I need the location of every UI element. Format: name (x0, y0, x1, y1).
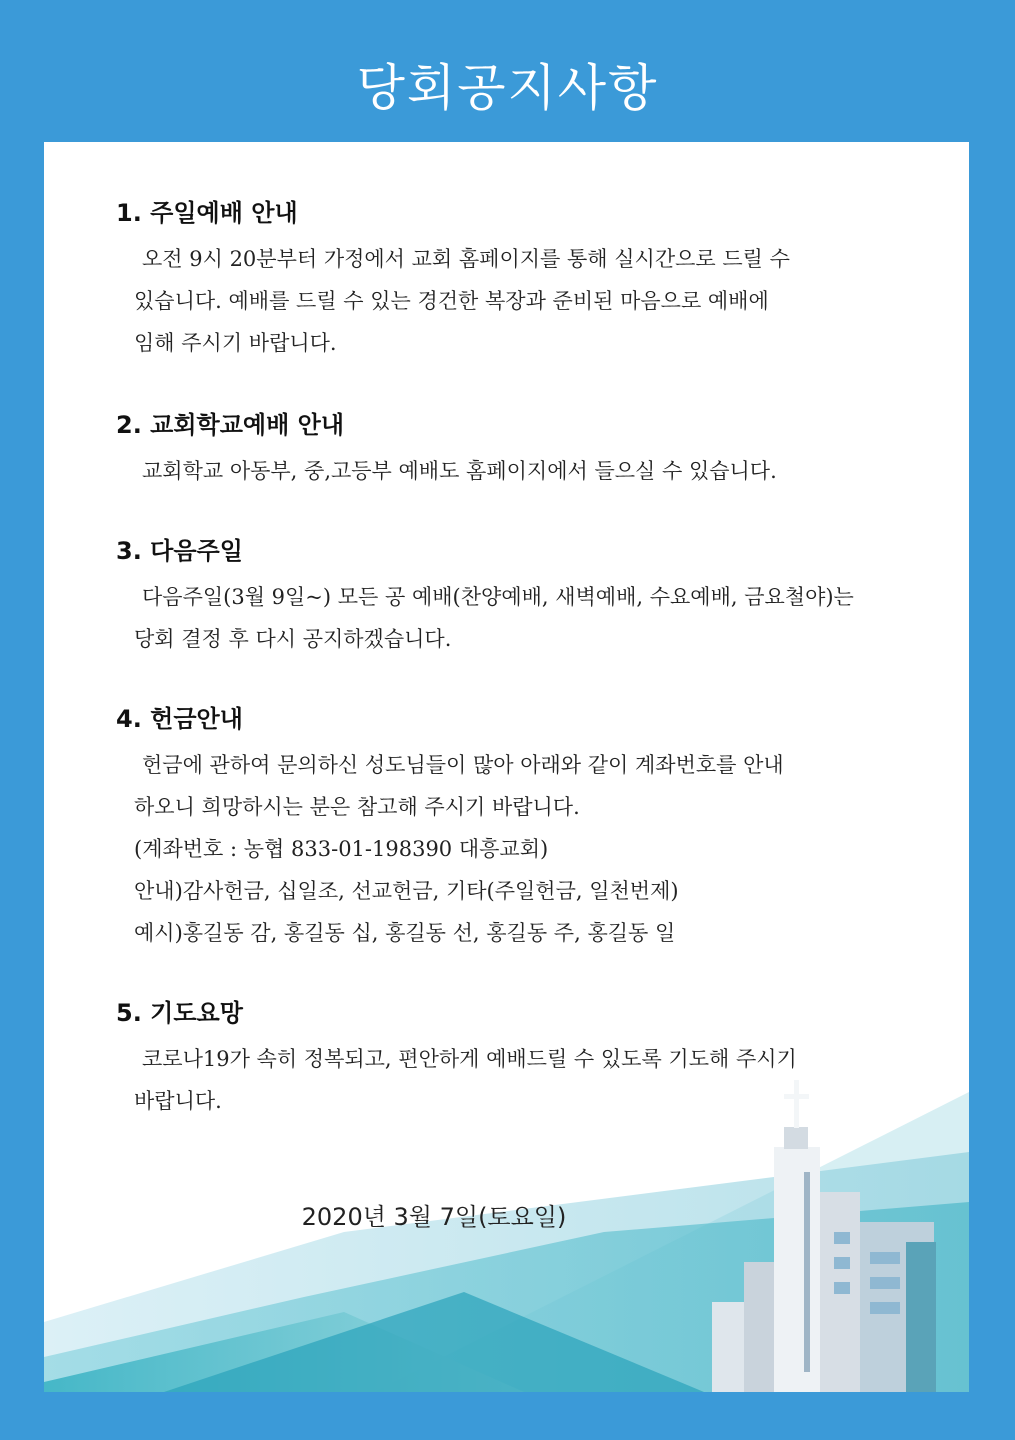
notice-date: 2020년 3월 7일(토요일) (301, 1203, 567, 1231)
body-line: 헌금에 관하여 문의하신 성도님들이 많아 아래와 같이 계좌번호를 안내 (142, 753, 784, 777)
section-title: 4. 헌금안내 (116, 705, 243, 733)
section-body (116, 450, 936, 492)
section-body (116, 238, 936, 364)
body-line: 다음주일(3월 9일~) 모든 공 예배(찬양예배, 새벽예배, 수요예배, 금요철야)는 (142, 585, 854, 609)
section-title: 5. 기도요망 (116, 999, 243, 1027)
body-line: 바랍니다. (134, 1089, 222, 1113)
notice-card (44, 142, 969, 1392)
section-body (116, 1038, 936, 1122)
body-line: 교회학교 아동부, 중,고등부 예배도 홈페이지에서 들으실 수 있습니다. (142, 459, 777, 483)
section-offering (116, 702, 936, 954)
section-next-sunday (116, 534, 936, 660)
body-line: 임해 주시기 바랍니다. (134, 331, 337, 355)
section-title: 2. 교회학교예배 안내 (116, 411, 344, 439)
section-sunday-worship (116, 196, 936, 364)
account-number: (계좌번호 : 농협 833-01-198390 대흥교회) (134, 837, 549, 861)
section-prayer (116, 996, 936, 1122)
body-line: 코로나19가 속히 정복되고, 편안하게 예배드릴 수 있도록 기도해 주시기 (142, 1047, 797, 1071)
body-line: 예시)홍길동 감, 홍길동 십, 홍길동 선, 홍길동 주, 홍길동 일 (134, 921, 676, 945)
section-church-school (116, 408, 936, 492)
section-body (116, 744, 936, 954)
body-line: 하오니 희망하시는 분은 참고해 주시기 바랍니다. (134, 795, 580, 819)
section-title: 1. 주일예배 안내 (116, 199, 298, 227)
section-body (116, 576, 936, 660)
section-title: 3. 다음주일 (116, 537, 243, 565)
body-line: 안내)감사헌금, 십일조, 선교헌금, 기타(주일헌금, 일천번제) (134, 879, 679, 903)
body-line: 당회 결정 후 다시 공지하겠습니다. (134, 627, 452, 651)
body-line: 있습니다. 예배를 드릴 수 있는 경건한 복장과 준비된 마음으로 예배에 (134, 289, 769, 313)
body-line: 오전 9시 20분부터 가정에서 교회 홈페이지를 통해 실시간으로 드릴 수 (142, 247, 790, 271)
page-title: 당회공지사항 (356, 59, 659, 117)
